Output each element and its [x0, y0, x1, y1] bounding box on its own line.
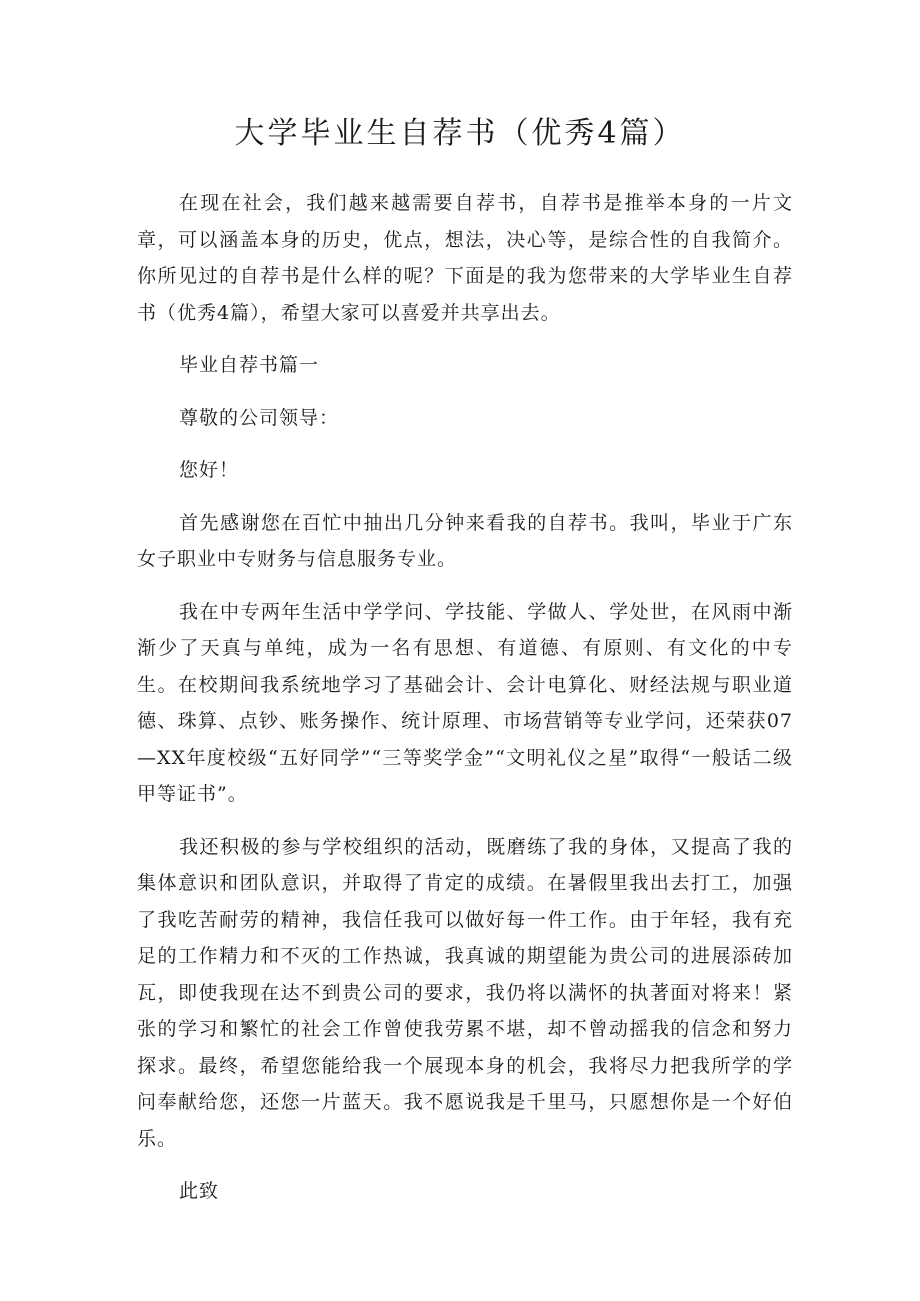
document-body — [137, 185, 793, 1210]
document-title: 大学毕业生自荐书（优秀4篇） — [234, 116, 686, 151]
body-paragraph: 首先感谢您在百忙中抽出几分钟来看我的自荐书。我叫，毕业于广东女子职业中专财务与信息服务专业。 — [137, 511, 793, 570]
section-heading: 毕业自荐书篇一 — [179, 354, 320, 376]
greeting: 您好！ — [179, 459, 240, 481]
body-paragraph: 我在中专两年生活中学学问、学技能、学做人、学处世，在风雨中渐渐少了天真与单纯，成为一名有思想、有道德、有原则、有文化的中专生。在校期间我系统地学习了基础会计、会计电算化、财经法规与职业道德、珠算、点钞、账务操作、统计原理、市场营销等专业学问，还荣获07—XX年度校级“五好同学”“三等奖学金”“文明礼仪之星”取得“一般话二级甲等证书”。 — [137, 600, 793, 805]
salutation: 尊敬的公司领导： — [179, 406, 340, 429]
body-paragraph: 我还积极的参与学校组织的活动，既磨练了我的身体，又提高了我的集体意识和团队意识，并取得了肯定的成绩。在暑假里我出去打工，加强了我吃苦耐劳的精神，我信任我可以做好每一件工作。由于年轻，我有充足的工作精力和不灭的工作热诚，我真诚的期望能为贵公司的进展添砖加瓦，即使我现在达不到贵公司的要求，我仍将以满怀的执著面对将来！紧张的学习和繁忙的社会工作曾使我劳累不堪，却不曾动摇我的信念和努力探求。最终，希望您能给我一个展现本身的机会，我将尽力把我所学的学问奉献给您，还您一片蓝天。我不愿说我是千里马，只愿想你是一个好伯乐。 — [137, 835, 793, 1150]
closing: 此致 — [179, 1180, 220, 1202]
intro-paragraph: 在现在社会，我们越来越需要自荐书，自荐书是推举本身的一片文章，可以涵盖本身的历史，优点，想法，决心等，是综合性的自我简介。你所见过的自荐书是什么样的呢？下面是的我为您带来的大学毕业生自荐书（优秀4篇），希望大家可以喜爱并共享出去。 — [137, 192, 793, 324]
